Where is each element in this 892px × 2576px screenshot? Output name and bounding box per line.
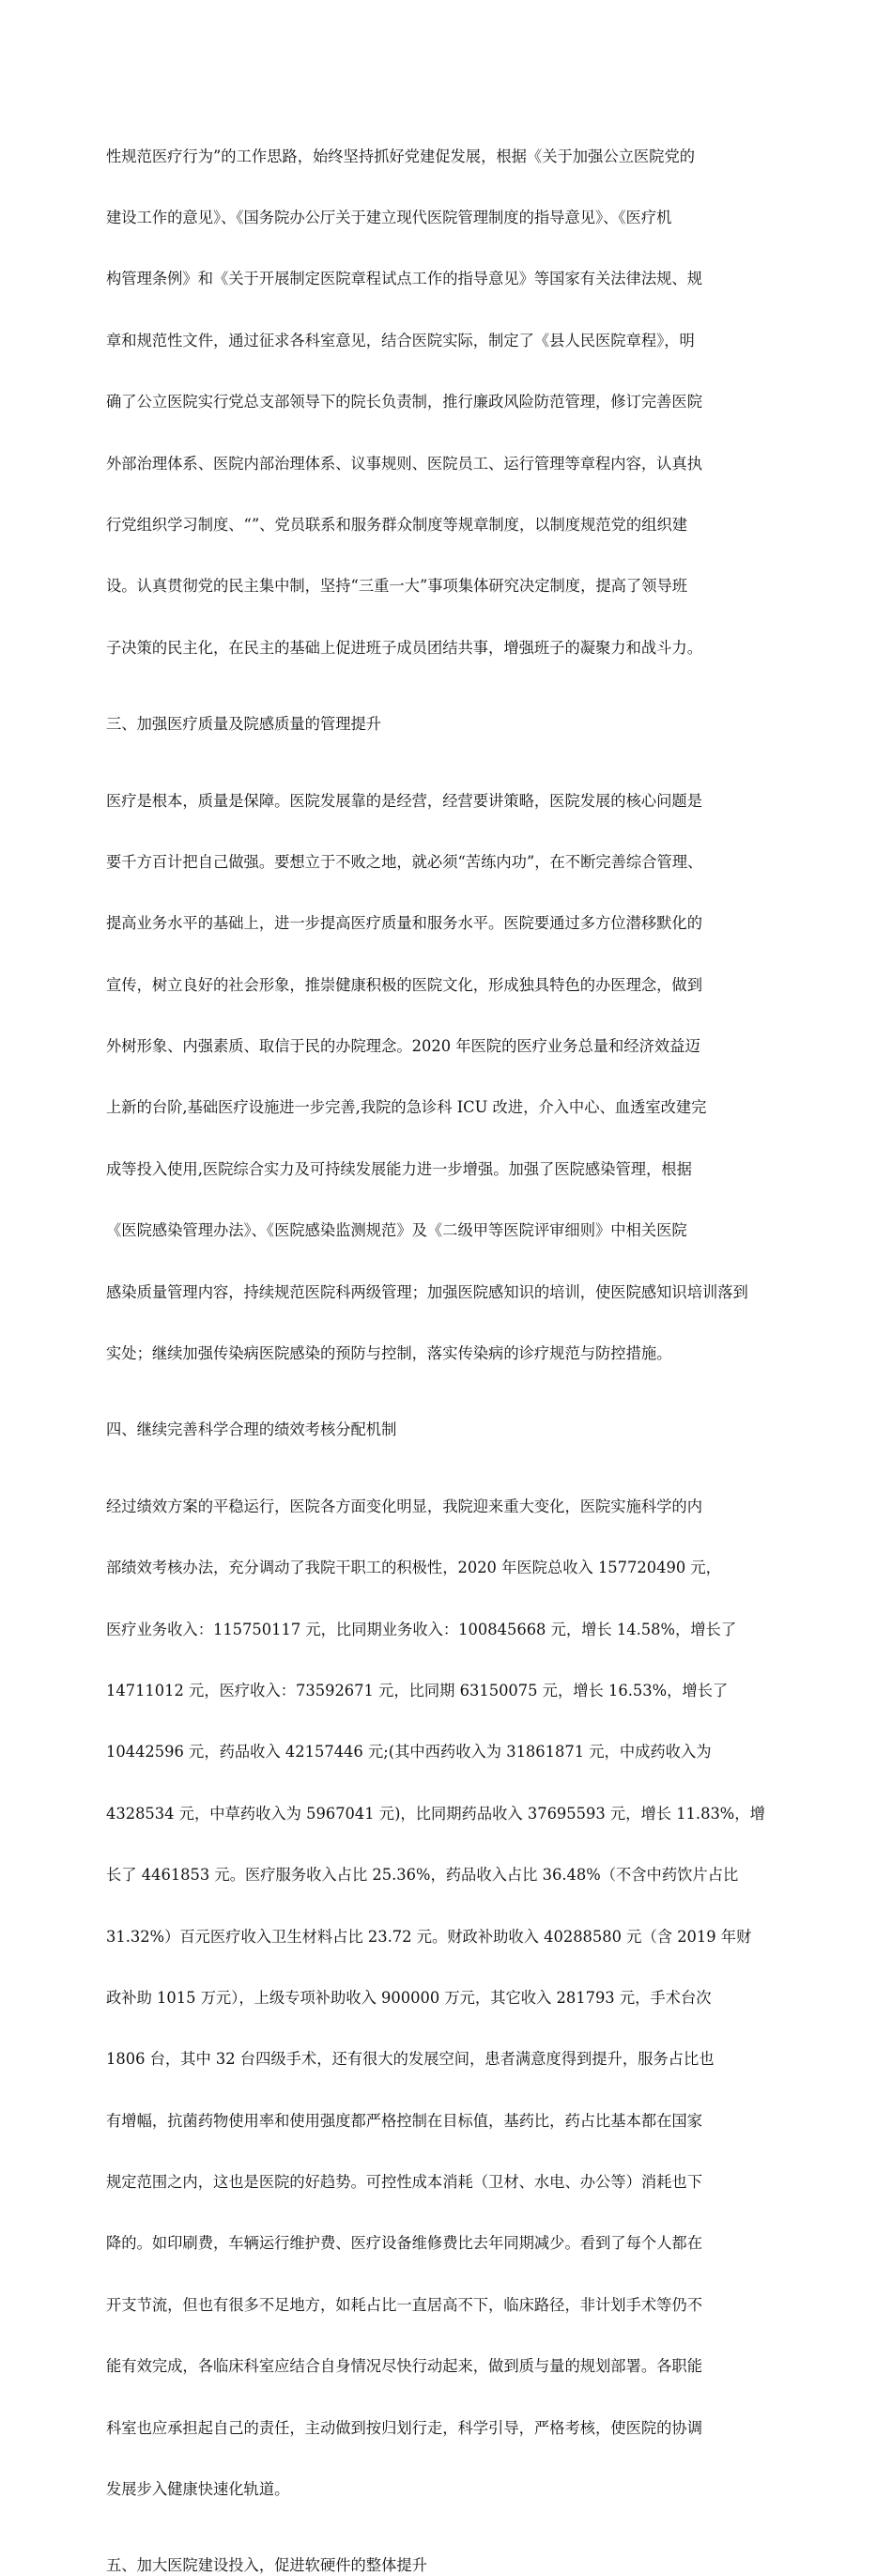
text-line: 规定范围之内，这也是医院的好趋势。可控性成本消耗（卫材、水电、办公等）消耗也下 xyxy=(106,2173,702,2192)
text-line: 4328534 元，中草药收入为 5967041 元)，比同期药品收入 37695593 元，增长 11.83%，增 xyxy=(106,1804,765,1823)
text-line: 设。认真贯彻党的民主集中制，坚持“三重一大”事项集体研究决定制度，提高了领导班 xyxy=(106,577,688,596)
text-line: 科室也应承担起自己的责任，主动做到按归划行走，科学引导，严格考核，使医院的协调 xyxy=(106,2418,702,2437)
text-line: 实处；继续加强传染病医院感染的预防与控制，落实传染病的诊疗规范与防控措施。 xyxy=(106,1344,672,1363)
text-line: 宣传，树立良好的社会形象，推崇健康积极的医院文化，形成独具特色的办医理念，做到 xyxy=(106,975,702,994)
text-line: 提高业务水平的基础上，进一步提高医疗质量和服务水平。医院要通过多方位潜移默化的 xyxy=(106,914,702,933)
text-line: 有增幅，抗菌药物使用率和使用强度都严格控制在目标值，基药比，药占比基本都在国家 xyxy=(106,2111,702,2130)
text-line: 成等投入使用,医院综合实力及可持续发展能力进一步增强。加强了医院感染管理，根据 xyxy=(106,1159,692,1178)
text-line: 医疗业务收入：115750117 元，比同期业务收入：100845668 元，增长 14.58%，增长了 xyxy=(106,1620,737,1638)
text-line: 建设工作的意见》、《国务院办公厅关于建立现代医院管理制度的指导意见》、《医疗机 xyxy=(106,208,672,226)
text-line: 降的。如印刷费，车辆运行维护费、医疗设备维修费比去年同期减少。看到了每个人都在 xyxy=(106,2234,702,2253)
paragraph-party-building xyxy=(106,105,801,699)
section-heading-5: 五、加大医院建设投入，促进软硬件的整体提升 xyxy=(106,2556,427,2575)
text-line: 性规范医疗行为”的工作思路，始终坚持抓好党建促发展，根据《关于加强公立医院党的 xyxy=(106,147,696,165)
paragraph-medical-quality xyxy=(106,750,801,1405)
text-line: 经过绩效方案的平稳运行，医院各方面变化明显，我院迎来重大变化，医院实施科学的内 xyxy=(106,1497,702,1515)
section-heading-4: 四、继续完善科学合理的绩效考核分配机制 xyxy=(106,1420,397,1439)
text-line: 部绩效考核办法，充分调动了我院干职工的积极性，2020 年医院总收入 157720490 元， xyxy=(106,1559,721,1577)
text-line: 章和规范性文件，通过征求各科室意见，结合医院实际，制定了《县人民医院章程》，明 xyxy=(106,331,695,349)
text-line: 发展步入健康快速化轨道。 xyxy=(106,2480,290,2499)
text-line: 长了 4461853 元。医疗服务收入占比 25.36%，药品收入占比 36.48%（不含中药饮片占比 xyxy=(106,1866,739,1885)
text-line: 行党组织学习制度、“”、党员联系和服务群众制度等规章制度，以制度规范党的组织建 xyxy=(106,515,688,534)
text-line: 31.32%）百元医疗收入卫生材料占比 23.72 元。财政补助收入 40288580 元（含 2019 年财 xyxy=(106,1927,752,1946)
text-line: 开支节流，但也有很多不足地方，如耗占比一直居高不下，临床路径，非计划手术等仍不 xyxy=(106,2295,702,2314)
text-line: 感染质量管理内容，持续规范医院科两级管理；加强医院感知识的培训，使医院感知识培训落到 xyxy=(106,1282,748,1301)
text-line: 子决策的民主化，在民主的基础上促进班子成员团结共事，增强班子的凝聚力和战斗力。 xyxy=(106,638,702,657)
text-line: 外树形象、内强素质、取信于民的办院理念。2020 年医院的医疗业务总量和经济效益迈 xyxy=(106,1037,700,1056)
section-heading-3: 三、加强医疗质量及院感质量的管理提升 xyxy=(106,715,382,734)
text-line: 要千方百计把自己做强。要想立于不败之地，就必须“苦练内功”，在不断完善综合管理、 xyxy=(106,852,703,871)
text-line: 政补助 1015 万元），上级专项补助收入 900000 万元，其它收入 281793 元，手术台次 xyxy=(106,1988,712,2007)
text-line: 构管理条例》和《关于开展制定医院章程试点工作的指导意见》等国家有关法律法规、规 xyxy=(106,270,702,288)
text-line: 外部治理体系、医院内部治理体系、议事规则、医院员工、运行管理等章程内容，认真执 xyxy=(106,454,702,473)
text-line: 医疗是根本，质量是保障。医院发展靠的是经营，经营要讲策略，医院发展的核心问题是 xyxy=(106,791,702,810)
paragraph-performance-assessment xyxy=(106,1455,801,2540)
text-line: 《医院感染管理办法》、《医院感染监测规范》及《二级甲等医院评审细则》中相关医院 xyxy=(106,1221,687,1240)
text-line: 14711012 元，医疗收入：73592671 元，比同期 63150075 元，增长 16.53%，增长了 xyxy=(106,1681,729,1699)
text-line: 确了公立医院实行党总支部领导下的院长负责制，推行廉政风险防范管理，修订完善医院 xyxy=(106,393,702,411)
text-line: 能有效完成，各临床科室应结合自身情况尽快行动起来，做到质与量的规划部署。各职能 xyxy=(106,2357,702,2376)
document-page xyxy=(106,105,801,2576)
text-line: 10442596 元，药品收入 42157446 元;(其中西药收入为 31861871 元，中成药收入为 xyxy=(106,1743,712,1761)
text-line: 1806 台，其中 32 台四级手术，还有很大的发展空间，患者满意度得到提升，服务占比也 xyxy=(106,2050,715,2069)
text-line: 上新的台阶,基础医疗设施进一步完善,我院的急诊科 ICU 改进，介入中心、血透室改建完 xyxy=(106,1098,707,1117)
